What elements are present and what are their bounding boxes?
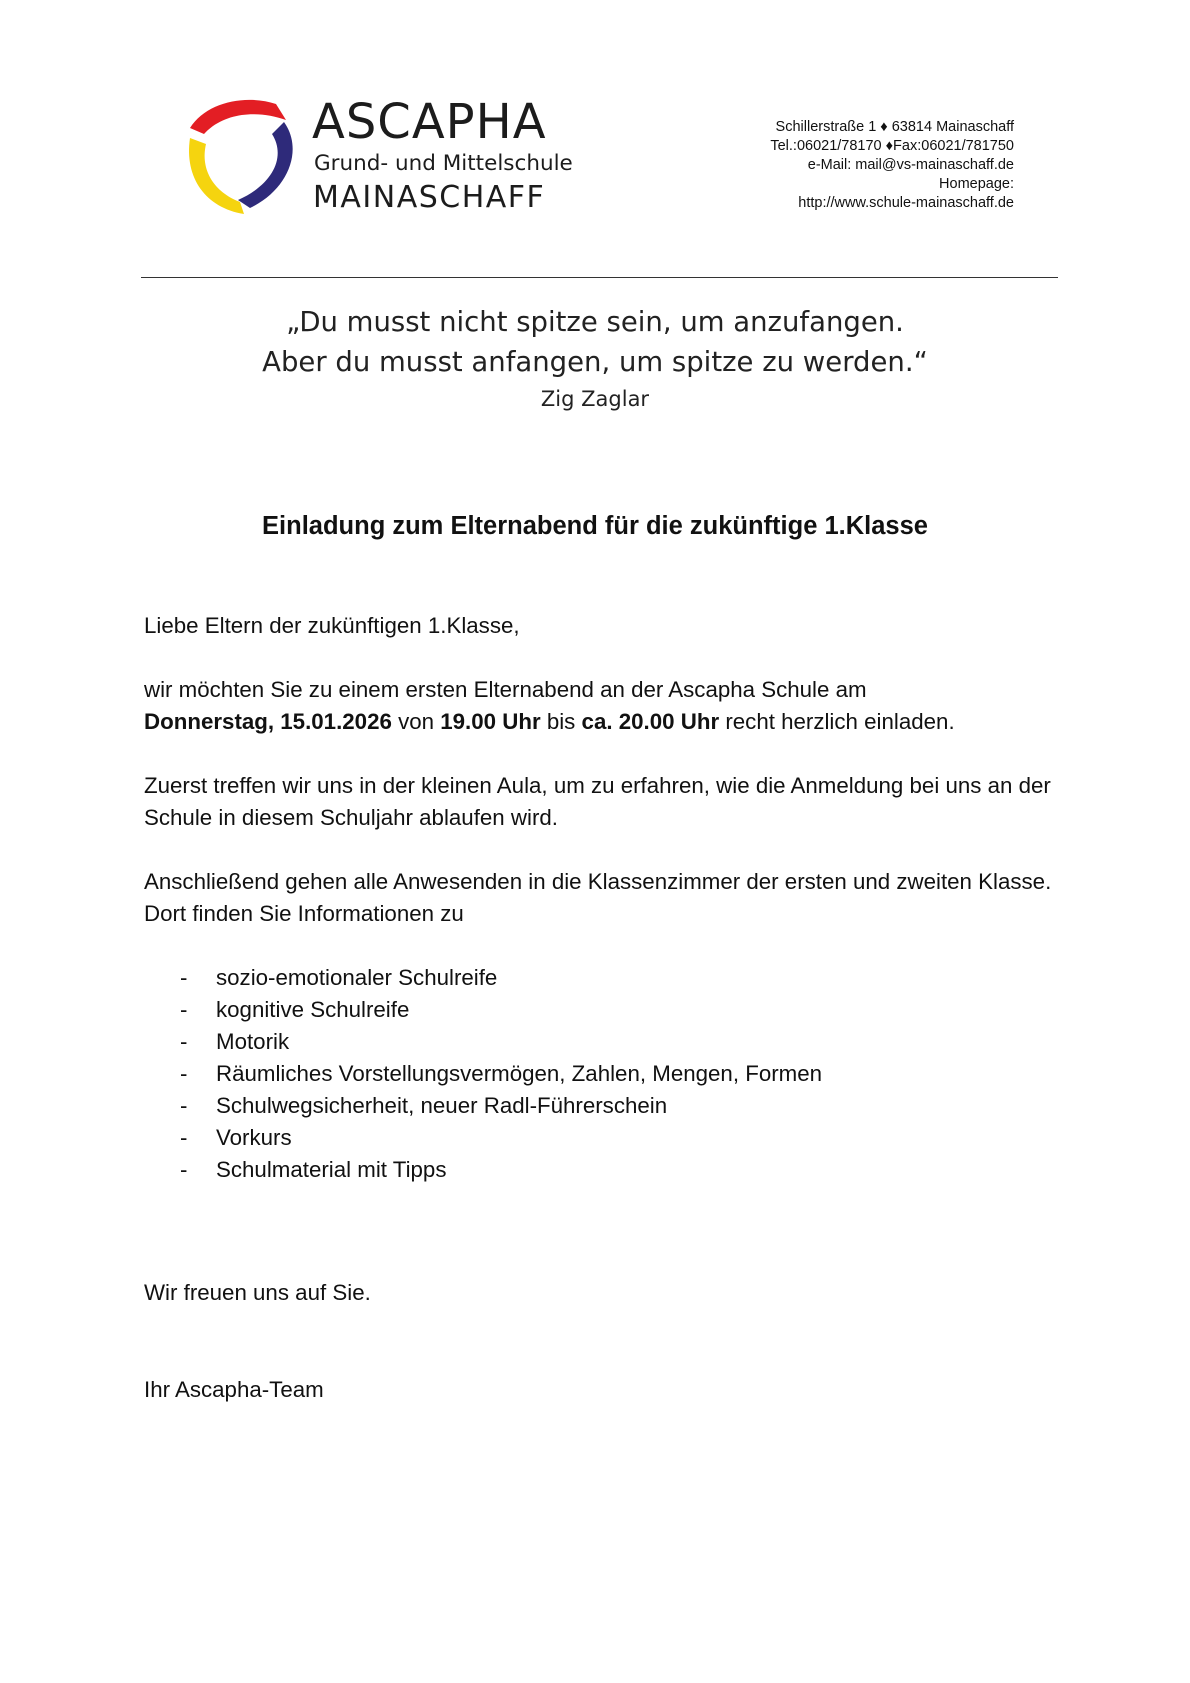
invitation-end-time: ca. 20.00 Uhr xyxy=(581,709,720,734)
invitation-start-time: 19.00 Uhr xyxy=(440,709,541,734)
logo-red-arc xyxy=(190,100,286,134)
list-dash: - xyxy=(180,1029,188,1054)
quote-line-2: Aber du musst anfangen, um spitze zu werden.“ xyxy=(262,346,928,378)
closing-line: Wir freuen uns auf Sie. xyxy=(144,1280,371,1305)
invitation-outro: recht herzlich einladen. xyxy=(725,709,955,734)
topics-list xyxy=(144,962,1064,1186)
list-item xyxy=(144,994,1064,1026)
list-item xyxy=(144,1090,1064,1122)
list-item-text: sozio-emotionaler Schulreife xyxy=(216,965,498,990)
invitation-intro: wir möchten Sie zu einem ersten Elternabend an der Ascapha Schule am xyxy=(144,677,867,702)
list-item-text: Schulwegsicherheit, neuer Radl-Führerschein xyxy=(216,1093,668,1118)
classrooms-paragraph: Anschließend gehen alle Anwesenden in die Klassenzimmer der ersten und zweiten Klasse. Dort finden Sie Informationen zu xyxy=(144,869,1052,926)
list-item xyxy=(144,1026,1064,1058)
quote-line-1: „Du musst nicht spitze sein, um anzufangen. xyxy=(286,306,904,338)
logo-town-name: MAINASCHAFF xyxy=(313,180,546,215)
logo-school-type: Grund- und Mittelschule xyxy=(314,151,573,176)
list-item xyxy=(144,1154,1064,1186)
list-dash: - xyxy=(180,1157,188,1182)
invitation-von: von xyxy=(398,709,435,734)
contact-phone-fax: Tel.:06021/78170 ♦Fax:06021/781750 xyxy=(770,138,1014,154)
list-item xyxy=(144,962,1064,994)
aula-paragraph: Zuerst treffen wir uns in der kleinen Aula, um zu erfahren, wie die Anmeldung bei uns an der Schule in diesem Schuljahr ablaufen wird. xyxy=(144,773,1051,830)
logo-wordmark xyxy=(312,96,592,216)
list-dash: - xyxy=(180,1125,188,1150)
list-dash: - xyxy=(180,1093,188,1118)
contact-homepage-url: http://www.schule-mainaschaff.de xyxy=(798,195,1014,211)
list-item-text: kognitive Schulreife xyxy=(216,997,410,1022)
list-item xyxy=(144,1122,1064,1154)
logo-yellow-arc xyxy=(189,138,244,214)
invitation-bis: bis xyxy=(546,709,576,734)
logo-blue-arc xyxy=(238,122,293,208)
contact-block xyxy=(770,118,1014,213)
invitation-date: Donnerstag, 15.01.2026 xyxy=(144,709,392,734)
school-logo-icon xyxy=(184,98,306,216)
list-dash: - xyxy=(180,965,188,990)
list-item xyxy=(144,1058,1064,1090)
list-dash: - xyxy=(180,1061,188,1086)
contact-email: e-Mail: mail@vs-mainaschaff.de xyxy=(807,157,1014,173)
quote-author: Zig Zaglar xyxy=(540,387,650,411)
letter-body xyxy=(144,610,1064,1186)
list-item-text: Räumliches Vorstellungsvermögen, Zahlen, Mengen, Formen xyxy=(216,1061,823,1086)
quote-block xyxy=(0,302,1190,414)
contact-address: Schillerstraße 1 ♦ 63814 Mainaschaff xyxy=(775,119,1014,135)
invitation-paragraph xyxy=(144,674,1064,738)
list-item-text: Schulmaterial mit Tipps xyxy=(216,1157,447,1182)
contact-homepage-label: Homepage: xyxy=(939,176,1014,192)
letter-title: Einladung zum Elternabend für die zukünftige 1.Klasse xyxy=(262,512,928,540)
signature: Ihr Ascapha-Team xyxy=(144,1377,324,1402)
greeting: Liebe Eltern der zukünftigen 1.Klasse, xyxy=(144,613,520,638)
list-dash: - xyxy=(180,997,188,1022)
list-item-text: Vorkurs xyxy=(216,1125,292,1150)
header-divider xyxy=(141,277,1058,278)
list-item-text: Motorik xyxy=(216,1029,290,1054)
logo-school-name: ASCAPHA xyxy=(312,94,547,150)
